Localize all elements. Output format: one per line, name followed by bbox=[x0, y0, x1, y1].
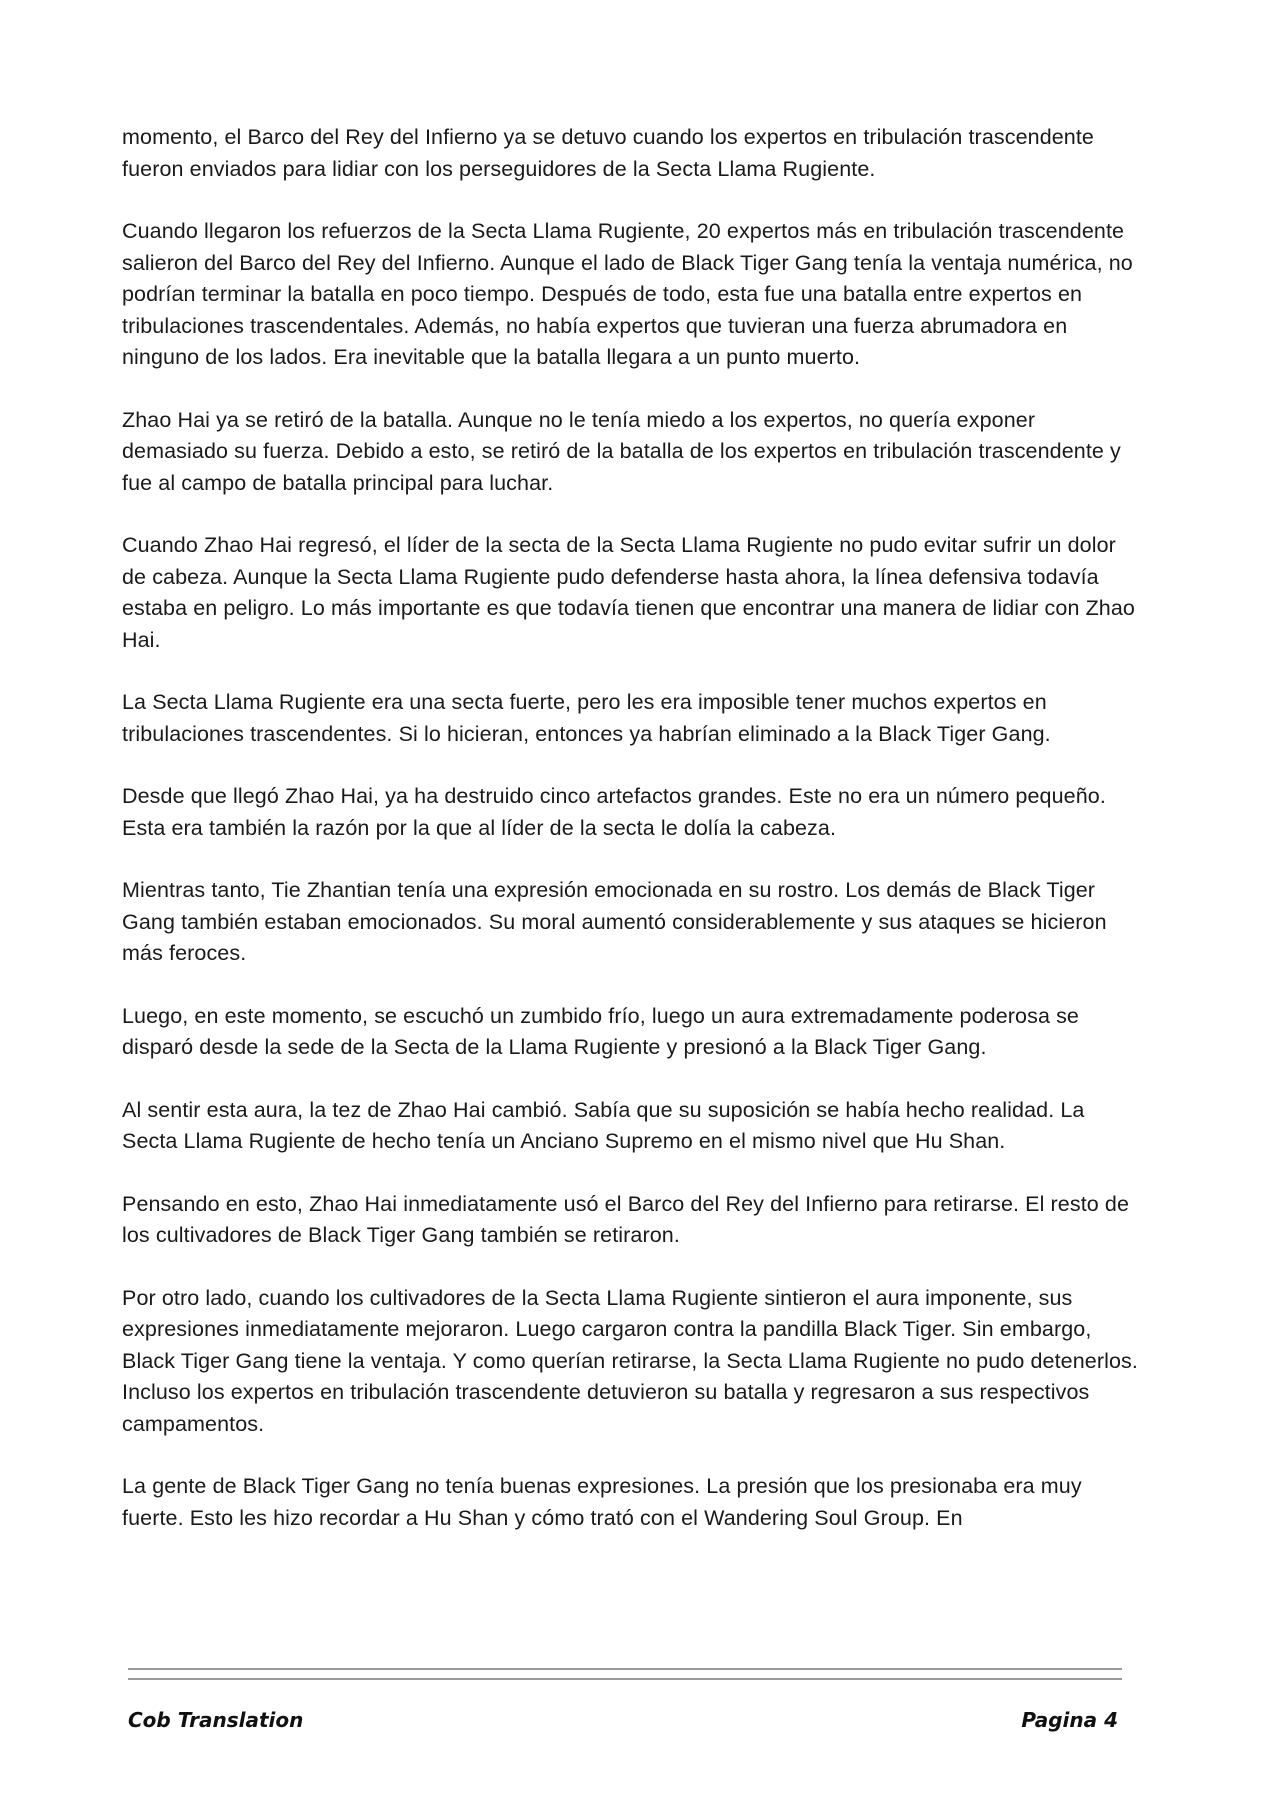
body-text bbox=[122, 122, 1138, 1565]
paragraph-5: La Secta Llama Rugiente era una secta fuerte, pero les era imposible tener muchos expertos en tribulaciones trascendentes. Si lo hicieran, entonces ya habrían eliminado a la Black Tiger Gang. bbox=[122, 690, 1051, 746]
paragraph-9: Al sentir esta aura, la tez de Zhao Hai cambió. Sabía que su suposición se había hecho realidad. La Secta Llama Rugiente de hecho tenía un Anciano Supremo en el mismo nivel que Hu Shan. bbox=[122, 1097, 1085, 1153]
footer-translator-credit: Cob Translation bbox=[128, 1708, 304, 1732]
paragraph-3: Zhao Hai ya se retiró de la batalla. Aunque no le tenía miedo a los expertos, no quería exponer demasiado su fuerza. Debido a esto, se retiró de la batalla de los expertos en tribulación trascendente y fue al campo de batalla principal para luchar. bbox=[122, 407, 1121, 495]
paragraph-6: Desde que llegó Zhao Hai, ya ha destruido cinco artefactos grandes. Este no era un número pequeño. Esta era también la razón por la que al líder de la secta le dolía la cabeza. bbox=[122, 784, 1106, 840]
paragraph-2: Cuando llegaron los refuerzos de la Secta Llama Rugiente, 20 expertos más en tribulación trascendente salieron del Barco del Rey del Infierno. Aunque el lado de Black Tiger Gang tenía la ventaja numérica, no podrían terminar la batalla en poco tiempo. Después de todo, esta fue una batalla entre expertos en tribulaciones trascendentales. Además, no había expertos que tuvieran una fuerza abrumadora en ninguno de los lados. Era inevitable que la batalla llegara a un punto muerto. bbox=[122, 219, 1133, 369]
paragraph-11: Por otro lado, cuando los cultivadores de la Secta Llama Rugiente sintieron el aura imponente, sus expresiones inmediatamente mejoraron. Luego cargaron contra la pandilla Black Tiger. Sin embargo, Black Tiger Gang tiene la ventaja. Y como querían retirarse, la Secta Llama Rugiente no pudo detenerlos. Incluso los expertos en tribulación trascendente detuvieron su batalla y regresaron a sus respectivos campamentos. bbox=[122, 1285, 1138, 1436]
paragraph-10: Pensando en esto, Zhao Hai inmediatamente usó el Barco del Rey del Infierno para retirarse. El resto de los cultivadores de Black Tiger Gang también se retiraron. bbox=[122, 1191, 1130, 1247]
footer-divider-bottom bbox=[128, 1678, 1122, 1680]
paragraph-1: momento, el Barco del Rey del Infierno ya se detuvo cuando los expertos en tribulación trascendente fueron enviados para lidiar con los perseguidores de la Secta Llama Rugiente. bbox=[122, 125, 1094, 181]
footer-divider-top bbox=[128, 1668, 1122, 1670]
paragraph-7: Mientras tanto, Tie Zhantian tenía una expresión emocionada en su rostro. Los demás de Black Tiger Gang también estaban emocionados. Su moral aumentó considerablemente y sus ataques se hicieron más feroces. bbox=[122, 878, 1107, 965]
footer-page-number: Pagina 4 bbox=[1021, 1708, 1118, 1732]
paragraph-4: Cuando Zhao Hai regresó, el líder de la secta de la Secta Llama Rugiente no pudo evitar sufrir un dolor de cabeza. Aunque la Secta Llama Rugiente pudo defenderse hasta ahora, la línea defensiva todavía estaba en peligro. Lo más importante es que todavía tienen que encontrar una manera de lidiar con Zhao Hai. bbox=[122, 533, 1135, 652]
paragraph-12: La gente de Black Tiger Gang no tenía buenas expresiones. La presión que los presionaba era muy fuerte. Esto les hizo recordar a Hu Shan y cómo trató con el Wandering Soul Group. En bbox=[122, 1474, 1082, 1530]
paragraph-8: Luego, en este momento, se escuchó un zumbido frío, luego un aura extremadamente poderosa se disparó desde la sede de la Secta de la Llama Rugiente y presionó a la Black Tiger Gang. bbox=[122, 1003, 1079, 1059]
